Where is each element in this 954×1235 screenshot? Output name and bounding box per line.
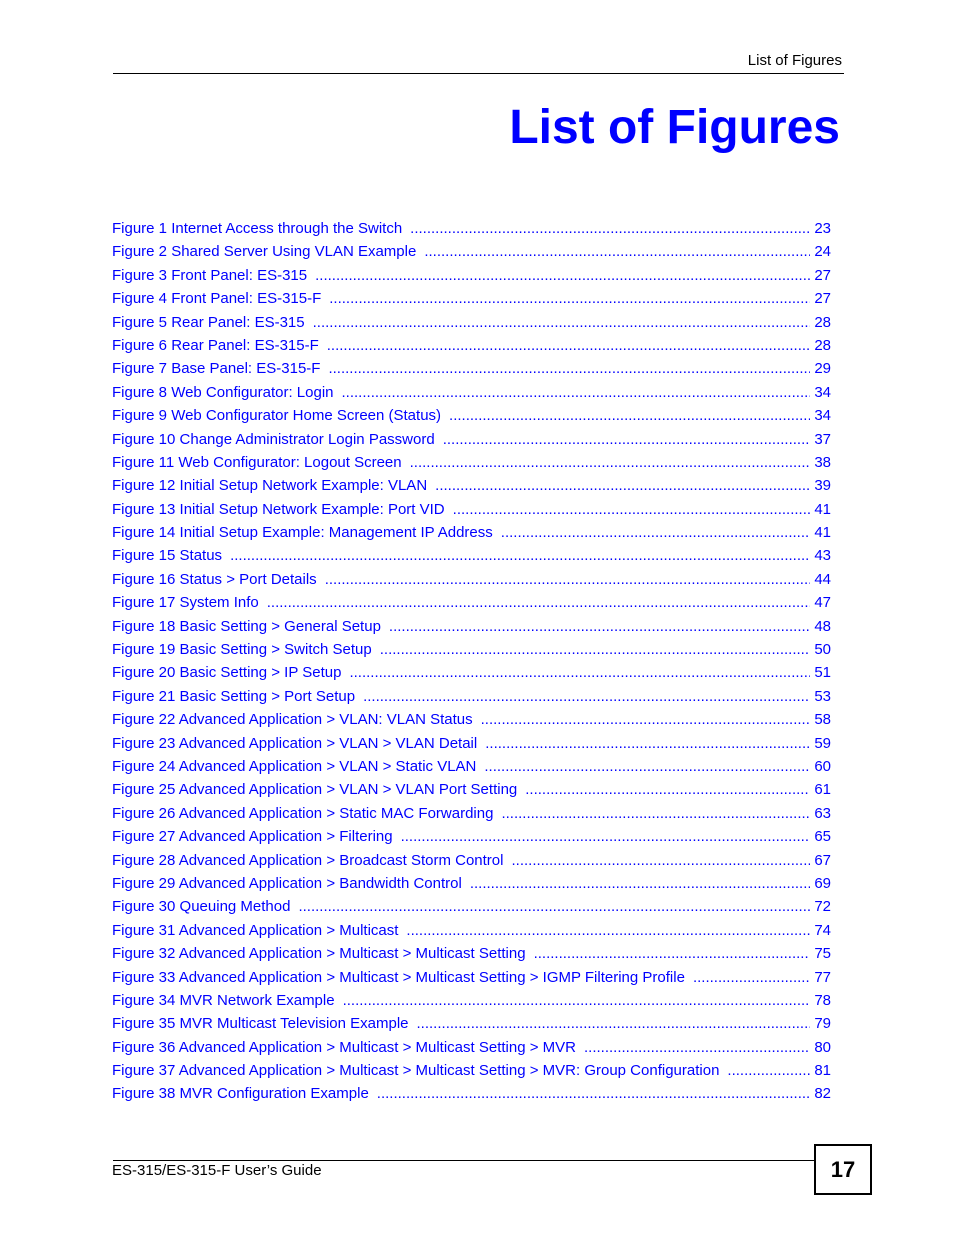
- toc-entry[interactable]: [112, 989, 831, 1012]
- toc-dot-leader: [401, 825, 811, 848]
- toc-dot-leader: [325, 568, 811, 591]
- toc-entry-label[interactable]: Figure 19 Basic Setting > Switch Setup: [112, 641, 372, 659]
- toc-dot-leader: [435, 474, 810, 497]
- toc-entry-label[interactable]: Figure 27 Advanced Application > Filtering: [112, 828, 393, 846]
- toc-entry-page-number[interactable]: 24: [814, 243, 831, 261]
- toc-entry-page-number[interactable]: 38: [814, 453, 831, 471]
- toc-entry-page-number[interactable]: 82: [814, 1085, 831, 1103]
- footer-guide-title: ES-315/ES-315-F User’s Guide: [112, 1162, 322, 1179]
- toc-entry[interactable]: [112, 732, 831, 755]
- toc-dot-leader: [313, 311, 811, 334]
- toc-entry[interactable]: [112, 849, 831, 872]
- toc-entry-label[interactable]: Figure 6 Rear Panel: ES-315-F: [112, 336, 319, 354]
- toc-entry-page-number[interactable]: 63: [814, 804, 831, 822]
- toc-entry[interactable]: [112, 217, 831, 240]
- toc-entry[interactable]: [112, 428, 831, 451]
- toc-dot-leader: [453, 498, 811, 521]
- toc-entry-page-number[interactable]: 75: [814, 945, 831, 963]
- toc-entry-page-number[interactable]: 47: [814, 594, 831, 612]
- toc-entry[interactable]: [112, 311, 831, 334]
- toc-dot-leader: [315, 264, 810, 287]
- toc-dot-leader: [443, 428, 811, 451]
- toc-entry[interactable]: [112, 825, 831, 848]
- toc-entry-label[interactable]: Figure 35 MVR Multicast Television Example: [112, 1015, 409, 1033]
- toc-entry[interactable]: [112, 661, 831, 684]
- toc-entry-page-number[interactable]: 59: [814, 734, 831, 752]
- toc-dot-leader: [377, 1082, 811, 1105]
- toc-entry-label[interactable]: Figure 17 System Info: [112, 594, 259, 612]
- toc-dot-leader: [484, 755, 810, 778]
- toc-entry-label[interactable]: Figure 10 Change Administrator Login Password: [112, 430, 435, 448]
- toc-entry-page-number[interactable]: 77: [814, 968, 831, 986]
- toc-entry-label[interactable]: Figure 7 Base Panel: ES-315-F: [112, 360, 321, 378]
- figure-list: [112, 217, 831, 1106]
- toc-entry-page-number[interactable]: 37: [814, 430, 831, 448]
- toc-entry-label[interactable]: Figure 24 Advanced Application > VLAN > Static VLAN: [112, 757, 477, 775]
- toc-entry-page-number[interactable]: 39: [814, 477, 831, 495]
- toc-entry-label[interactable]: Figure 2 Shared Server Using VLAN Example: [112, 243, 417, 261]
- toc-entry-label[interactable]: Figure 29 Advanced Application > Bandwidth Control: [112, 874, 462, 892]
- toc-dot-leader: [363, 685, 810, 708]
- toc-entry-page-number[interactable]: 60: [814, 757, 831, 775]
- toc-entry[interactable]: [112, 287, 831, 310]
- toc-entry-label[interactable]: Figure 36 Advanced Application > Multicast > Multicast Setting > MVR: [112, 1038, 576, 1056]
- toc-entry-label[interactable]: Figure 33 Advanced Application > Multicast > Multicast Setting > IGMP Filtering Profile: [112, 968, 685, 986]
- toc-dot-leader: [584, 1036, 810, 1059]
- toc-entry-label[interactable]: Figure 12 Initial Setup Network Example: VLAN: [112, 477, 428, 495]
- toc-entry[interactable]: [112, 1036, 831, 1059]
- toc-entry-label[interactable]: Figure 8 Web Configurator: Login: [112, 383, 334, 401]
- running-header: List of Figures: [747, 52, 842, 69]
- toc-entry[interactable]: [112, 521, 831, 544]
- toc-entry-label[interactable]: Figure 15 Status: [112, 547, 223, 565]
- toc-entry-page-number[interactable]: 27: [814, 266, 831, 284]
- footer-divider: [113, 1160, 816, 1161]
- toc-entry-page-number[interactable]: 80: [814, 1038, 831, 1056]
- toc-entry[interactable]: [112, 1059, 831, 1082]
- toc-dot-leader: [449, 404, 810, 427]
- page-title: List of Figures: [509, 101, 840, 154]
- toc-dot-leader: [501, 802, 810, 825]
- toc-entry-label[interactable]: Figure 28 Advanced Application > Broadcast Storm Control: [112, 851, 504, 869]
- toc-dot-leader: [267, 591, 811, 614]
- toc-entry[interactable]: [112, 1082, 831, 1105]
- toc-entry-page-number[interactable]: 43: [814, 547, 831, 565]
- toc-entry-page-number[interactable]: 50: [814, 641, 831, 659]
- toc-entry-label[interactable]: Figure 5 Rear Panel: ES-315: [112, 313, 305, 331]
- toc-dot-leader: [727, 1059, 810, 1082]
- toc-entry-page-number[interactable]: 51: [814, 664, 831, 682]
- toc-entry-page-number[interactable]: 44: [814, 570, 831, 588]
- toc-entry[interactable]: [112, 568, 831, 591]
- toc-entry-page-number[interactable]: 34: [814, 383, 831, 401]
- toc-entry-label[interactable]: Figure 3 Front Panel: ES-315: [112, 266, 308, 284]
- toc-entry-label[interactable]: Figure 22 Advanced Application > VLAN: VLAN Status: [112, 711, 473, 729]
- toc-entry[interactable]: [112, 615, 831, 638]
- toc-entry-page-number[interactable]: 48: [814, 617, 831, 635]
- toc-dot-leader: [525, 778, 810, 801]
- toc-entry[interactable]: [112, 685, 831, 708]
- toc-entry[interactable]: [112, 778, 831, 801]
- toc-dot-leader: [327, 334, 811, 357]
- toc-dot-leader: [410, 451, 811, 474]
- toc-entry-page-number[interactable]: 65: [814, 828, 831, 846]
- toc-entry[interactable]: [112, 451, 831, 474]
- toc-dot-leader: [349, 661, 810, 684]
- toc-entry-page-number[interactable]: 69: [814, 874, 831, 892]
- toc-entry[interactable]: [112, 966, 831, 989]
- toc-entry-page-number[interactable]: 27: [814, 290, 831, 308]
- toc-entry[interactable]: [112, 334, 831, 357]
- toc-entry[interactable]: [112, 895, 831, 918]
- toc-entry[interactable]: [112, 942, 831, 965]
- toc-entry-page-number[interactable]: 53: [814, 687, 831, 705]
- toc-entry-label[interactable]: Figure 21 Basic Setting > Port Setup: [112, 687, 356, 705]
- toc-entry-label[interactable]: Figure 13 Initial Setup Network Example: Port VID: [112, 500, 445, 518]
- toc-entry[interactable]: [112, 708, 831, 731]
- toc-entry-label[interactable]: Figure 1 Internet Access through the Switch: [112, 220, 403, 237]
- toc-entry[interactable]: [112, 638, 831, 661]
- toc-entry-label[interactable]: Figure 18 Basic Setting > General Setup: [112, 617, 381, 635]
- toc-entry-page-number[interactable]: 72: [814, 898, 831, 916]
- toc-entry-page-number[interactable]: 67: [814, 851, 831, 869]
- toc-entry-label[interactable]: Figure 26 Advanced Application > Static MAC Forwarding: [112, 804, 494, 822]
- toc-dot-leader: [470, 872, 811, 895]
- toc-entry-page-number[interactable]: 58: [814, 711, 831, 729]
- toc-entry[interactable]: [112, 544, 831, 567]
- toc-dot-leader: [511, 849, 810, 872]
- toc-dot-leader: [298, 895, 810, 918]
- page-number-box: 17: [814, 1144, 872, 1195]
- toc-entry-label[interactable]: Figure 14 Initial Setup Example: Management IP Address: [112, 524, 493, 542]
- toc-entry[interactable]: [112, 919, 831, 942]
- toc-entry-page-number[interactable]: 34: [814, 407, 831, 425]
- toc-entry[interactable]: [112, 404, 831, 427]
- toc-dot-leader: [380, 638, 811, 661]
- toc-entry-label[interactable]: Figure 31 Advanced Application > Multicast: [112, 921, 399, 939]
- toc-dot-leader: [389, 615, 810, 638]
- toc-entry[interactable]: [112, 1012, 831, 1035]
- toc-entry[interactable]: [112, 802, 831, 825]
- toc-entry-page-number[interactable]: 23: [814, 220, 831, 237]
- toc-entry-page-number[interactable]: 29: [814, 360, 831, 378]
- header-divider: [113, 73, 844, 74]
- toc-entry-page-number[interactable]: 74: [814, 921, 831, 939]
- toc-dot-leader: [693, 966, 810, 989]
- toc-dot-leader: [342, 381, 811, 404]
- toc-entry[interactable]: [112, 357, 831, 380]
- toc-entry-page-number[interactable]: 28: [814, 313, 831, 331]
- toc-dot-leader: [343, 989, 811, 1012]
- toc-dot-leader: [329, 287, 810, 310]
- toc-entry[interactable]: [112, 264, 831, 287]
- toc-dot-leader: [417, 1012, 811, 1035]
- toc-entry-page-number[interactable]: 81: [814, 1062, 831, 1080]
- toc-entry-label[interactable]: Figure 34 MVR Network Example: [112, 991, 335, 1009]
- toc-entry-label[interactable]: Figure 23 Advanced Application > VLAN > VLAN Detail: [112, 734, 478, 752]
- toc-entry-page-number[interactable]: 28: [814, 336, 831, 354]
- toc-entry-label[interactable]: Figure 20 Basic Setting > IP Setup: [112, 664, 342, 682]
- toc-entry-page-number[interactable]: 41: [814, 500, 831, 518]
- toc-entry-page-number[interactable]: 78: [814, 991, 831, 1009]
- toc-entry[interactable]: [112, 591, 831, 614]
- toc-entry[interactable]: [112, 498, 831, 521]
- toc-entry-page-number[interactable]: 41: [814, 524, 831, 542]
- toc-dot-leader: [534, 942, 811, 965]
- toc-entry-label[interactable]: Figure 37 Advanced Application > Multicast > Multicast Setting > MVR: Group Configuration: [112, 1062, 720, 1080]
- toc-dot-leader: [481, 708, 811, 731]
- toc-dot-leader: [410, 217, 810, 240]
- toc-entry[interactable]: [112, 474, 831, 497]
- toc-entry-label[interactable]: Figure 30 Queuing Method: [112, 898, 291, 916]
- toc-entry-label[interactable]: Figure 9 Web Configurator Home Screen (Status): [112, 407, 442, 425]
- toc-entry-label[interactable]: Figure 4 Front Panel: ES-315-F: [112, 290, 322, 308]
- toc-entry-label[interactable]: Figure 25 Advanced Application > VLAN > VLAN Port Setting: [112, 781, 518, 799]
- toc-entry-label[interactable]: Figure 11 Web Configurator: Logout Screen: [112, 453, 402, 471]
- toc-dot-leader: [328, 357, 810, 380]
- toc-dot-leader: [406, 919, 810, 942]
- toc-dot-leader: [501, 521, 811, 544]
- toc-entry[interactable]: [112, 240, 831, 263]
- toc-dot-leader: [485, 732, 810, 755]
- toc-entry-label[interactable]: Figure 38 MVR Configuration Example: [112, 1085, 369, 1103]
- toc-dot-leader: [424, 240, 810, 263]
- toc-entry-page-number[interactable]: 61: [814, 781, 831, 799]
- toc-dot-leader: [230, 544, 810, 567]
- toc-entry-label[interactable]: Figure 32 Advanced Application > Multicast > Multicast Setting: [112, 945, 526, 963]
- toc-entry[interactable]: [112, 755, 831, 778]
- toc-entry-label[interactable]: Figure 16 Status > Port Details: [112, 570, 317, 588]
- toc-entry[interactable]: [112, 381, 831, 404]
- toc-entry[interactable]: [112, 872, 831, 895]
- toc-entry-page-number[interactable]: 79: [814, 1015, 831, 1033]
